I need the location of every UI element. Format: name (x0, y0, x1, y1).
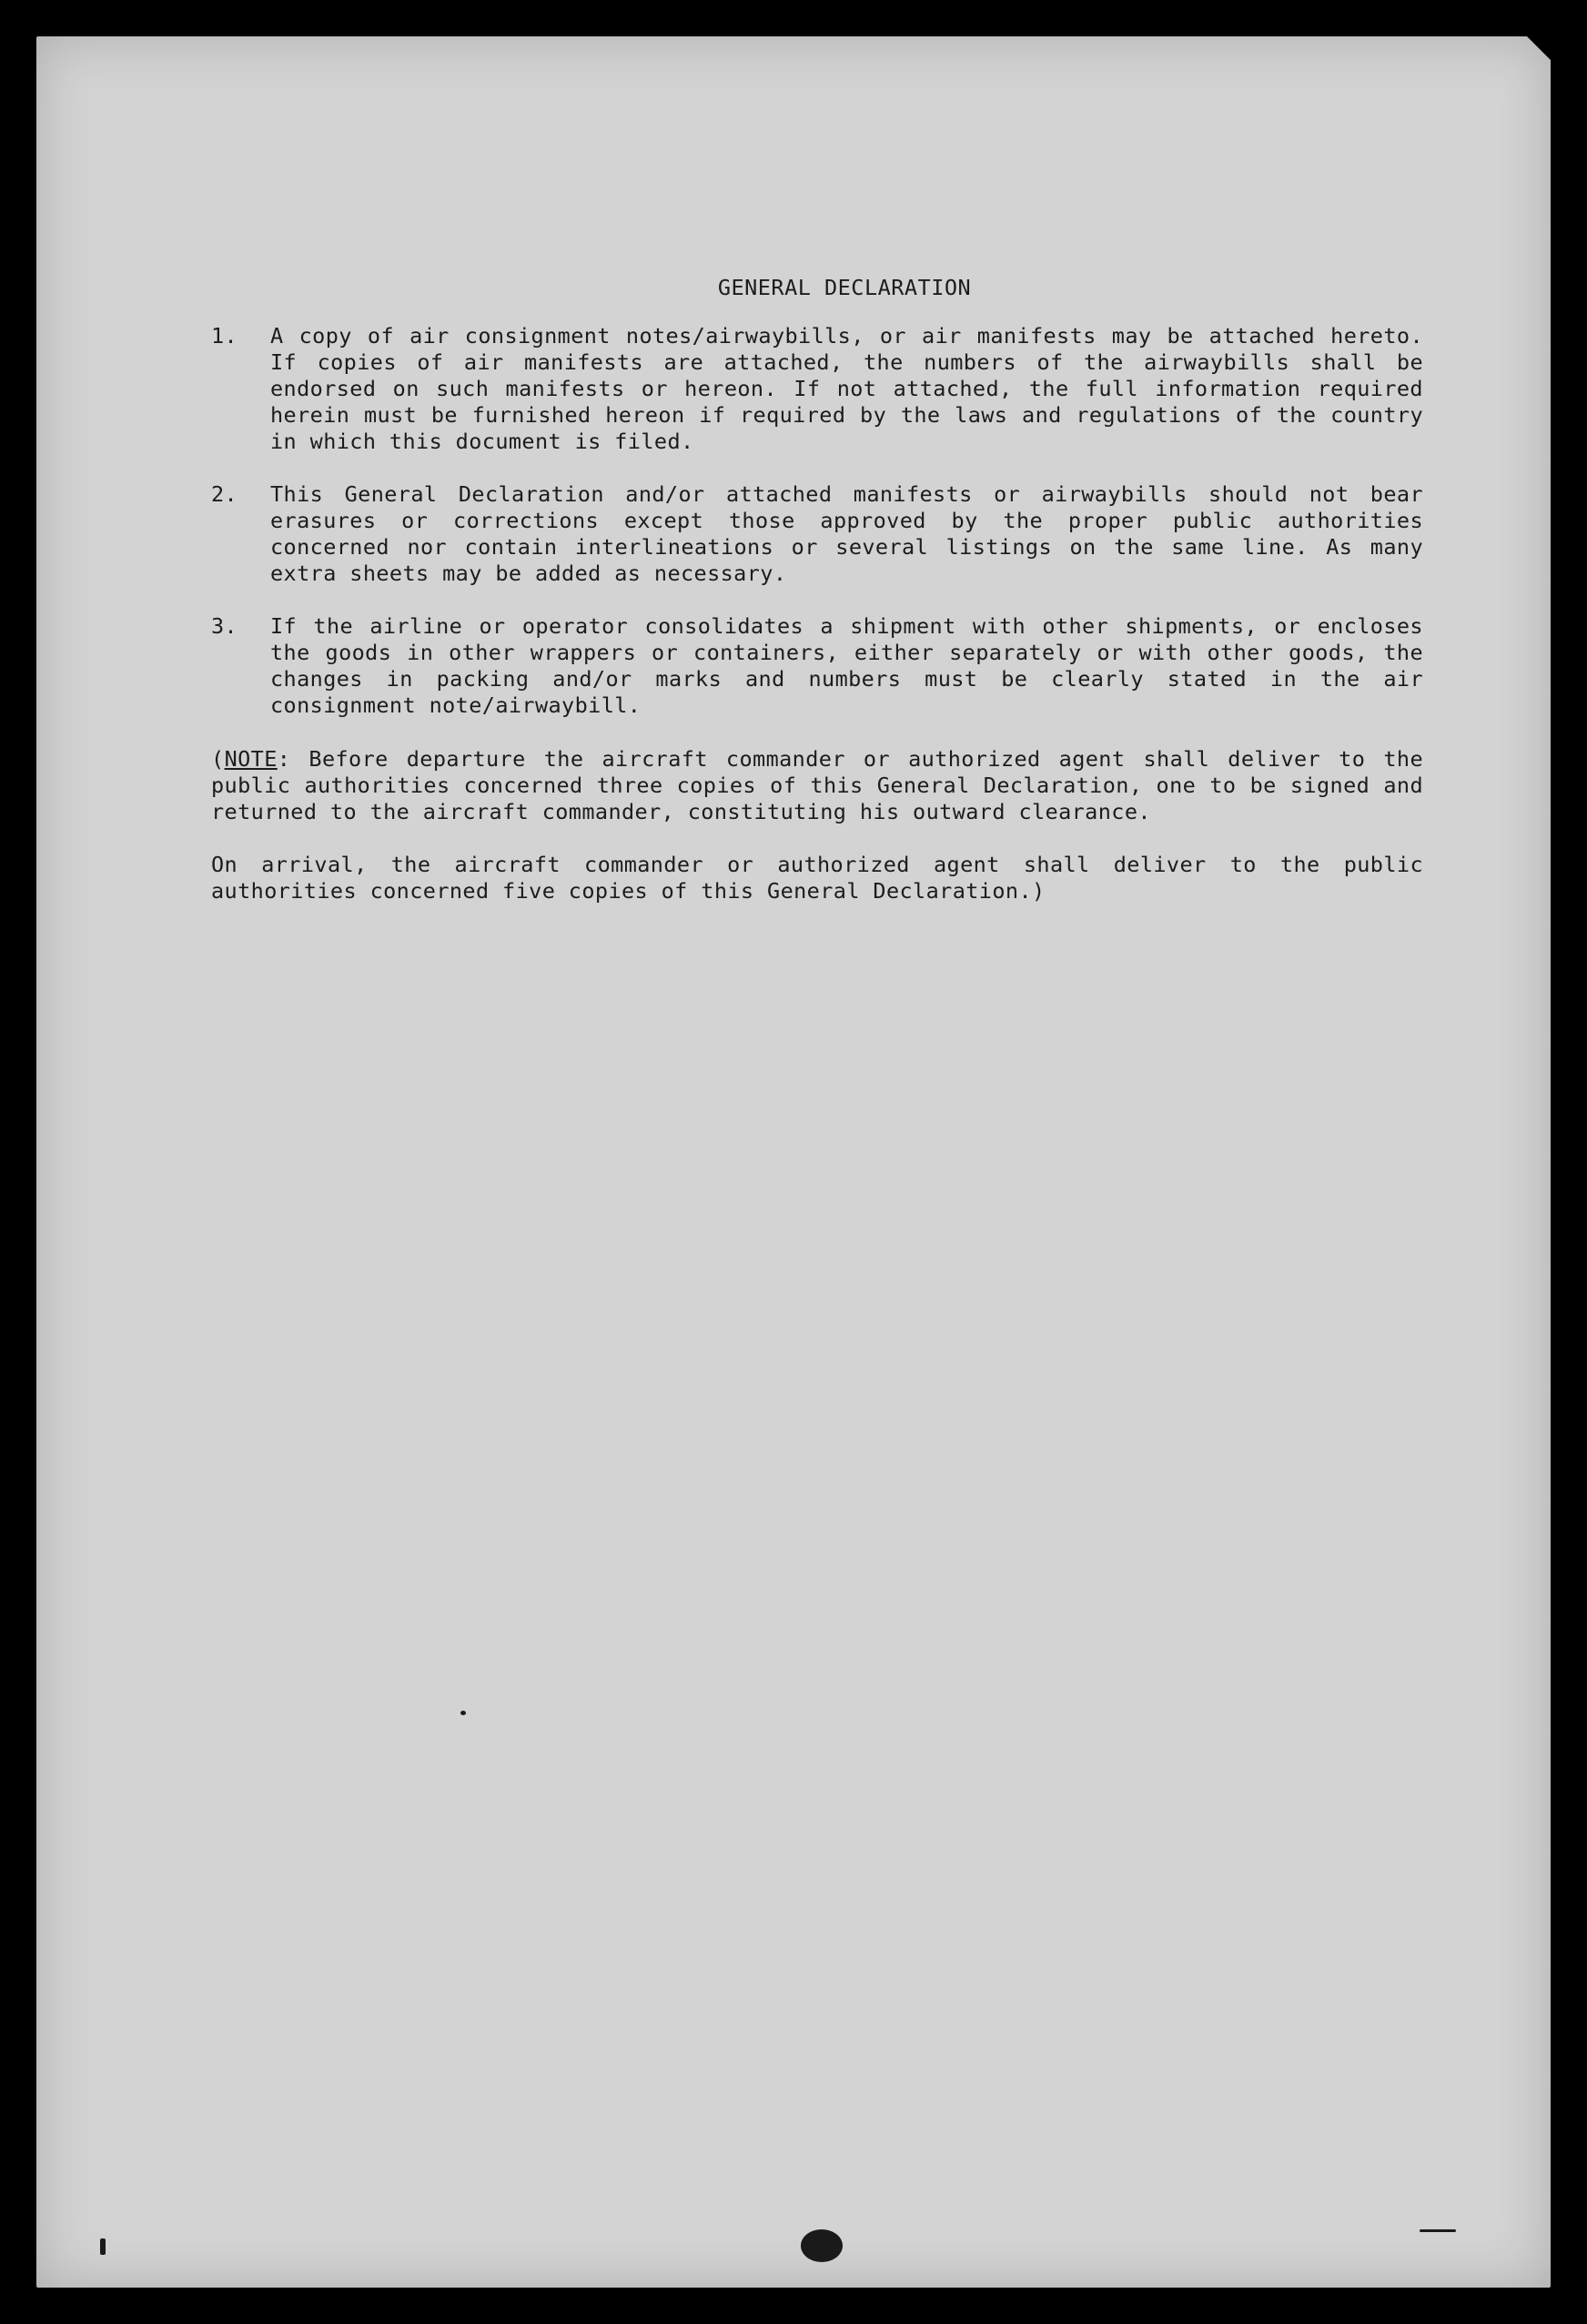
note-label: NOTE (224, 746, 278, 772)
note-colon: : (277, 746, 291, 772)
note-paragraph (211, 746, 1423, 825)
note-text: Before departure the aircraft commander or authorized agent shall deliver to the public authorities concerned three copies of this General Declaration, one to be signed and returned to the aircraft commander, constituting his outward clearance. (211, 746, 1423, 824)
arrival-paragraph: On arrival, the aircraft commander or authorized agent shall deliver to the public authorities concerned five copies of this General Declaration.) (211, 852, 1423, 904)
list-item (211, 481, 1423, 587)
ink-speck (1420, 2229, 1456, 2232)
note-open-paren: ( (211, 746, 225, 772)
ink-speck (460, 1711, 466, 1715)
item-number: 2. (211, 481, 238, 507)
document-title: GENERAL DECLARATION (717, 275, 972, 300)
item-number: 3. (211, 613, 238, 639)
item-text: A copy of air consignment notes/airwaybills, or air manifests may be attached hereto. If copies of air manifests are attached, the numbers of the airwaybills shall be endorsed on such manifests or hereon. If not attached, the full information required herein must be furnished hereon if required by the laws and regulations of the country in which this document is filed. (270, 323, 1423, 454)
page-corner-fold (1527, 36, 1552, 62)
item-text: This General Declaration and/or attached manifests or airwaybills should not bear erasures or corrections except those approved by the proper public authorities concerned nor contain interlineations or several listings on the same line. As many extra sheets may be added as necessary. (270, 481, 1423, 586)
list-item (211, 613, 1423, 719)
list-item (211, 323, 1423, 455)
document-page (36, 36, 1551, 2288)
item-number: 1. (211, 323, 238, 349)
ink-smudge (801, 2229, 843, 2262)
item-text: If the airline or operator consolidates a shipment with other shipments, or encloses the goods in other wrappers or containers, either separately or with other goods, the changes in packing and/or marks and numbers must be clearly stated in the air consignment note/airwaybill. (270, 613, 1423, 718)
document-body (211, 275, 1423, 904)
ink-speck (100, 2238, 106, 2255)
